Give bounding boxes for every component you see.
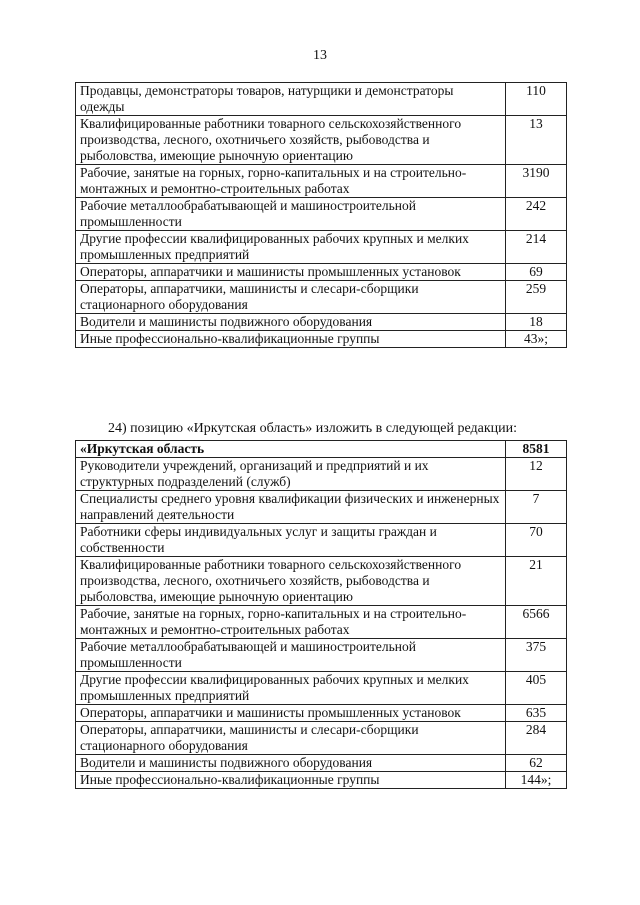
table-row — [76, 231, 567, 264]
table-row — [76, 772, 567, 789]
table-row — [76, 491, 567, 524]
row-value: 284 — [506, 722, 567, 755]
table-row — [76, 722, 567, 755]
row-label: Квалифицированные работники товарного сельскохозяйственного производства, лесного, охотничьего хозяйств, рыбоводства и рыболовства, имеющие рыночную ориентацию — [76, 557, 506, 606]
table-row — [76, 198, 567, 231]
row-label: Иные профессионально-квалификационные группы — [76, 772, 506, 789]
row-value: 70 — [506, 524, 567, 557]
table-row — [76, 755, 567, 772]
row-value: 144»; — [506, 772, 567, 789]
table-row — [76, 83, 567, 116]
row-value: 7 — [506, 491, 567, 524]
table-row — [76, 639, 567, 672]
table-row — [76, 557, 567, 606]
row-label: Операторы, аппаратчики, машинисты и слесари-сборщики стационарного оборудования — [76, 281, 506, 314]
region-total: 8581 — [506, 441, 567, 458]
table-row — [76, 705, 567, 722]
table-body — [76, 83, 567, 348]
row-value: 242 — [506, 198, 567, 231]
row-label: Рабочие металлообрабатывающей и машиностроительной промышленности — [76, 198, 506, 231]
table-row — [76, 165, 567, 198]
row-label: Рабочие металлообрабатывающей и машиностроительной промышленности — [76, 639, 506, 672]
row-value: 259 — [506, 281, 567, 314]
row-value: 12 — [506, 458, 567, 491]
row-value: 405 — [506, 672, 567, 705]
row-value: 18 — [506, 314, 567, 331]
row-label: Водители и машинисты подвижного оборудования — [76, 755, 506, 772]
section-heading: 24) позицию «Иркутская область» изложить в следующей редакции: — [108, 421, 518, 436]
row-label: Другие профессии квалифицированных рабочих крупных и мелких промышленных предприятий — [76, 672, 506, 705]
occupation-table-previous-region — [75, 82, 567, 348]
table-body — [76, 441, 567, 789]
region-name: «Иркутская область — [76, 441, 506, 458]
row-value: 635 — [506, 705, 567, 722]
row-label: Руководители учреждений, организаций и предприятий и их структурных подразделений (служб) — [76, 458, 506, 491]
row-label: Операторы, аппаратчики и машинисты промышленных установок — [76, 264, 506, 281]
row-label: Операторы, аппаратчики и машинисты промышленных установок — [76, 705, 506, 722]
row-value: 110 — [506, 83, 567, 116]
table-header-row — [76, 441, 567, 458]
table-row — [76, 116, 567, 165]
table-row — [76, 281, 567, 314]
row-label: Иные профессионально-квалификационные группы — [76, 331, 506, 348]
row-label: Квалифицированные работники товарного сельскохозяйственного производства, лесного, охотничьего хозяйств, рыбоводства и рыболовства, имеющие рыночную ориентацию — [76, 116, 506, 165]
row-label: Специалисты среднего уровня квалификации физических и инженерных направлений деятельности — [76, 491, 506, 524]
row-value: 43»; — [506, 331, 567, 348]
occupation-table-irkutsk-region — [75, 440, 567, 789]
row-label: Рабочие, занятые на горных, горно-капитальных и на строительно-монтажных и ремонтно-строительных работах — [76, 165, 506, 198]
table-row — [76, 264, 567, 281]
row-value: 13 — [506, 116, 567, 165]
row-value: 3190 — [506, 165, 567, 198]
row-label: Работники сферы индивидуальных услуг и защиты граждан и собственности — [76, 524, 506, 557]
row-label: Операторы, аппаратчики, машинисты и слесари-сборщики стационарного оборудования — [76, 722, 506, 755]
row-value: 214 — [506, 231, 567, 264]
row-label: Продавцы, демонстраторы товаров, натурщики и демонстраторы одежды — [76, 83, 506, 116]
row-label: Рабочие, занятые на горных, горно-капитальных и на строительно-монтажных и ремонтно-строительных работах — [76, 606, 506, 639]
row-label: Другие профессии квалифицированных рабочих крупных и мелких промышленных предприятий — [76, 231, 506, 264]
table-row — [76, 314, 567, 331]
table-row — [76, 524, 567, 557]
table-row — [76, 331, 567, 348]
row-value: 6566 — [506, 606, 567, 639]
row-value: 21 — [506, 557, 567, 606]
page-number: 13 — [313, 48, 327, 63]
table-row — [76, 606, 567, 639]
row-label: Водители и машинисты подвижного оборудования — [76, 314, 506, 331]
table-row — [76, 672, 567, 705]
row-value: 62 — [506, 755, 567, 772]
table-row — [76, 458, 567, 491]
row-value: 69 — [506, 264, 567, 281]
row-value: 375 — [506, 639, 567, 672]
